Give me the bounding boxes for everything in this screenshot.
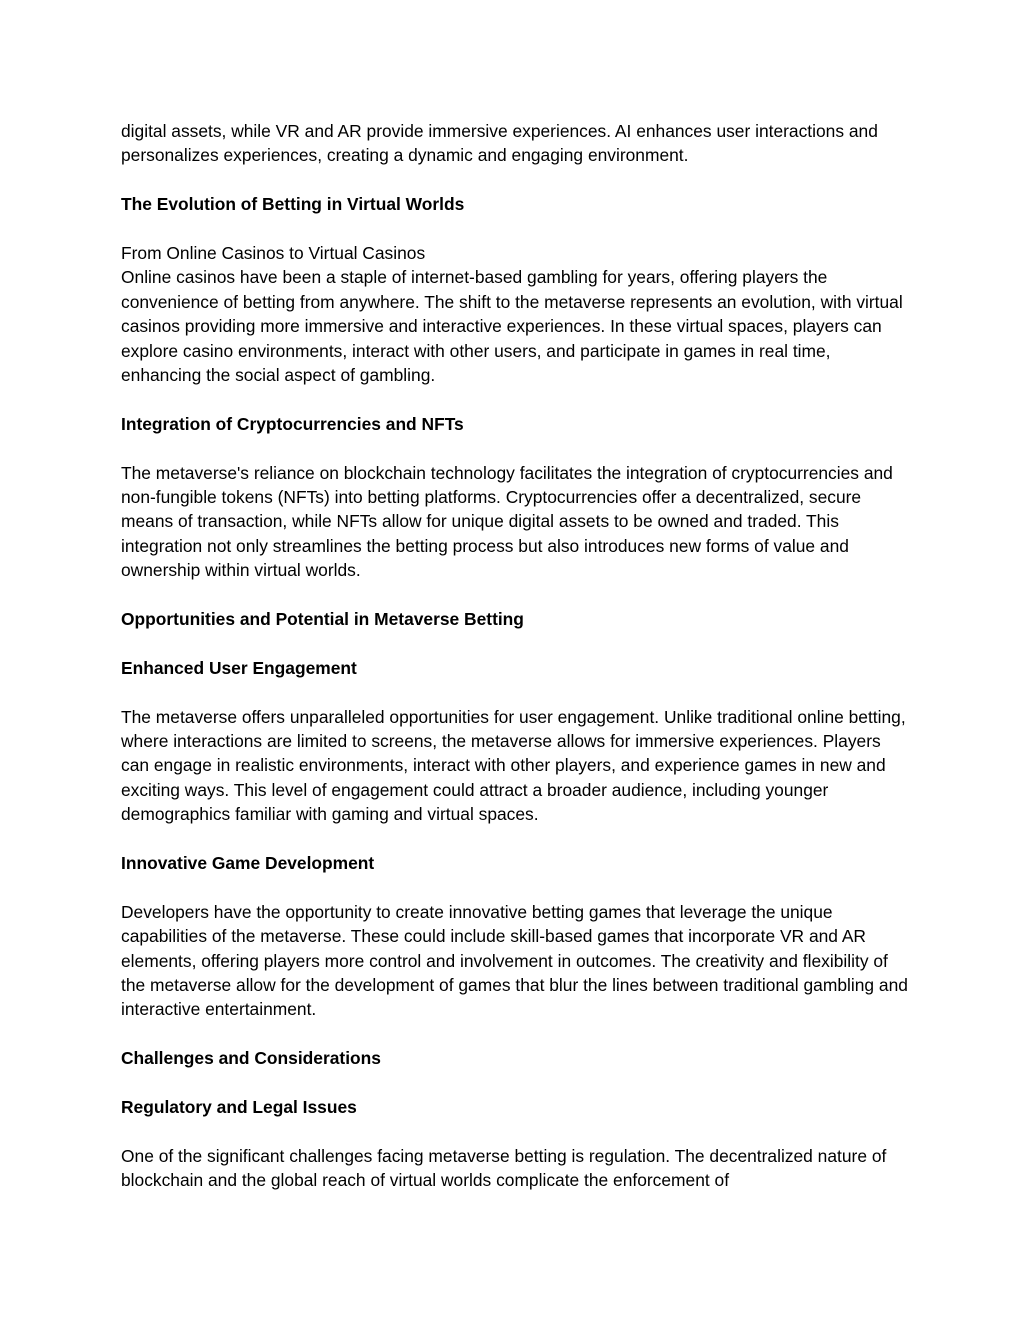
paragraph-casinos: Online casinos have been a staple of internet-based gambling for years, offering players the convenience of betting from anywhere. The shift to the metaverse represents an evolution, with virtual casinos providing more immersive and interactive experiences. In these virtual spaces, players can explore casino environments, interact with other users, and participate in games in real time, enhancing the social aspect of gambling. [121,267,903,386]
document-page [121,119,911,1193]
spacer [121,1119,911,1143]
paragraph-regulatory: One of the significant challenges facing metaverse betting is regulation. The decentralized nature of blockchain and the global reach of virtual worlds complicate the enforcement of [121,1145,887,1191]
spacer [121,436,911,460]
spacer [121,631,911,655]
intro-paragraph: digital assets, while VR and AR provide immersive experiences. AI enhances user interactions and personalizes experiences, creating a dynamic and engaging environment. [121,121,878,166]
section-heading-innovative: Innovative Game Development [121,853,375,874]
section-heading-crypto: Integration of Cryptocurrencies and NFTs [121,413,464,434]
spacer [121,1071,911,1095]
spacer [121,168,911,192]
subheading-casinos: From Online Casinos to Virtual Casinos [121,243,426,263]
spacer [121,387,911,411]
paragraph-crypto: The metaverse's reliance on blockchain technology facilitates the integration of cryptocurrencies and non-fungible tokens (NFTs) into betting platforms. Cryptocurrencies offer a decentralized, secure means of transaction, while NFTs allow for unique digital assets to be owned and traded. This integration not only streamlines the betting process but also introduces new forms of value and ownership within virtual worlds. [121,462,893,581]
paragraph-innovative: Developers have the opportunity to create innovative betting games that leverage the unique capabilities of the metaverse. These could include skill-based games that incorporate VR and AR elements, offering players more control and involvement in outcomes. The creativity and flexibility of the metaverse allow for the development of games that blur the lines between traditional gambling and interactive entertainment. [121,901,908,1020]
section-heading-engagement: Enhanced User Engagement [121,657,357,678]
paragraph-engagement: The metaverse offers unparalleled opportunities for user engagement. Unlike traditional online betting, where interactions are limited to screens, the metaverse allows for immersive experiences. Players can engage in realistic environments, interact with other players, and experience games in new and exciting ways. This level of engagement could attract a broader audience, including younger demographics familiar with gaming and virtual spaces. [121,706,906,825]
section-heading-evolution: The Evolution of Betting in Virtual Worlds [121,194,465,215]
spacer [121,583,911,607]
section-heading-opportunities: Opportunities and Potential in Metaverse Betting [121,609,524,630]
spacer [121,1022,911,1046]
spacer [121,827,911,851]
spacer [121,680,911,704]
section-heading-challenges: Challenges and Considerations [121,1048,381,1069]
section-heading-regulatory: Regulatory and Legal Issues [121,1097,357,1118]
spacer [121,217,911,241]
spacer [121,875,911,899]
